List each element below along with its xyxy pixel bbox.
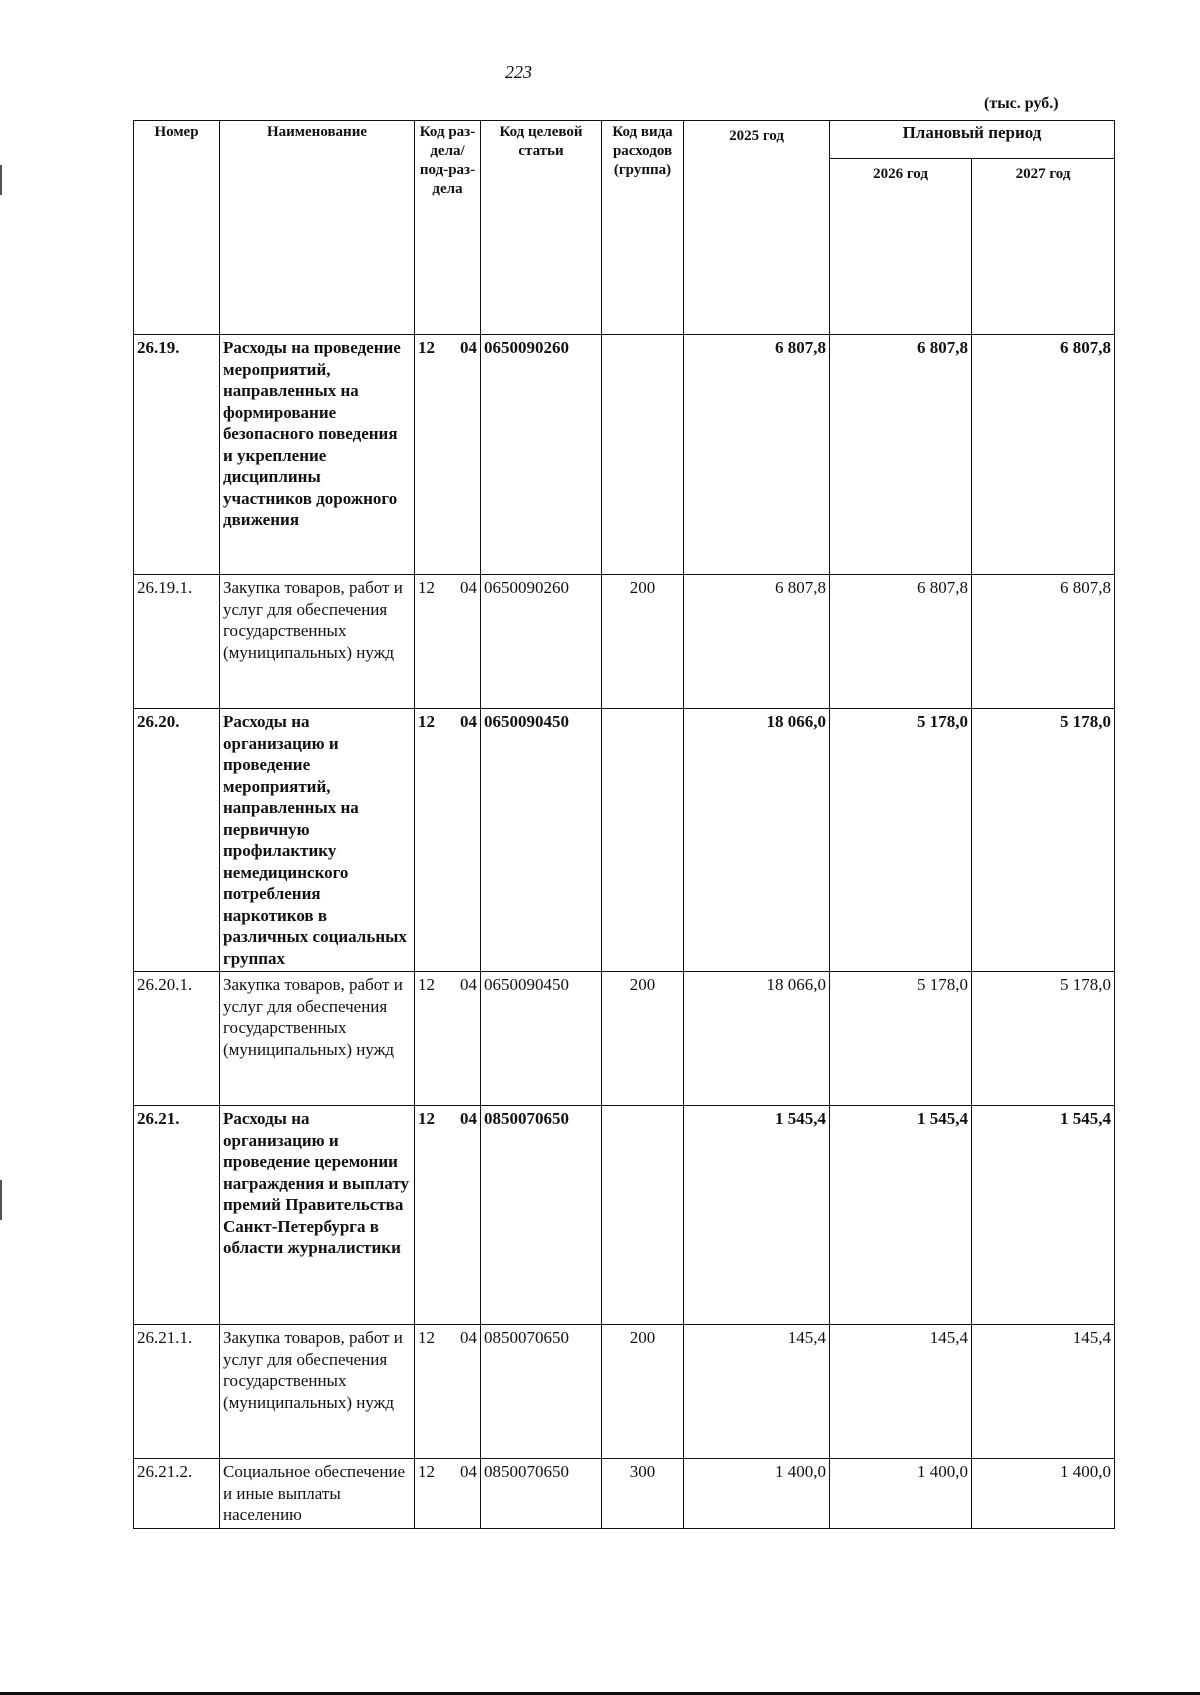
row-number: 26.20.1. [134, 972, 220, 1106]
header-number: Номер [134, 121, 220, 335]
row-value-2026: 5 178,0 [830, 972, 972, 1106]
row-subsection: 04 [460, 975, 477, 994]
row-target-code: 0850070650 [481, 1325, 602, 1459]
row-name: Закупка товаров, работ и услуг для обеспечения государственных (муниципальных) нужд [220, 1325, 415, 1459]
row-value-2025: 145,4 [684, 1325, 830, 1459]
row-expense-type [602, 709, 684, 972]
row-name: Расходы на проведение мероприятий, направленных на формирование безопасного поведения и укрепление дисциплины участников дорожного движения [220, 335, 415, 575]
table-row [134, 972, 1115, 1106]
header-name: Наименование [220, 121, 415, 335]
row-value-2025: 6 807,8 [684, 575, 830, 709]
row-value-2025: 1 545,4 [684, 1106, 830, 1325]
header-year-2027: 2027 год [972, 159, 1115, 335]
row-value-2027: 6 807,8 [972, 335, 1115, 575]
table-row [134, 575, 1115, 709]
table-row [134, 1459, 1115, 1529]
row-value-2027: 1 400,0 [972, 1459, 1115, 1529]
row-section-code [415, 1325, 481, 1459]
row-name: Расходы на организацию и проведение мероприятий, направленных на первичную профилактику немедицинского потребления наркотиков в различных социальных группах [220, 709, 415, 972]
row-section: 12 [418, 1462, 435, 1481]
row-value-2025: 18 066,0 [684, 972, 830, 1106]
header-planned-period: Плановый период [830, 121, 1115, 159]
row-expense-type: 200 [602, 575, 684, 709]
row-subsection: 04 [460, 578, 477, 597]
row-name: Расходы на организацию и проведение церемонии награждения и выплату премий Правительства Санкт-Петербурга в области журналистики [220, 1106, 415, 1325]
row-value-2025: 6 807,8 [684, 335, 830, 575]
row-value-2026: 1 545,4 [830, 1106, 972, 1325]
row-target-code: 0650090450 [481, 709, 602, 972]
row-expense-type [602, 1106, 684, 1325]
scan-mark [0, 165, 2, 195]
row-section-code [415, 1459, 481, 1529]
row-value-2027: 1 545,4 [972, 1106, 1115, 1325]
row-target-code: 0650090260 [481, 575, 602, 709]
row-value-2026: 145,4 [830, 1325, 972, 1459]
row-section-code [415, 335, 481, 575]
table-body [134, 335, 1115, 1529]
row-subsection: 04 [460, 1328, 477, 1347]
row-value-2027: 6 807,8 [972, 575, 1115, 709]
row-subsection: 04 [460, 1109, 477, 1128]
row-subsection: 04 [460, 712, 477, 731]
row-section: 12 [418, 338, 435, 357]
row-number: 26.19.1. [134, 575, 220, 709]
row-expense-type: 200 [602, 1325, 684, 1459]
row-value-2025: 1 400,0 [684, 1459, 830, 1529]
row-section-code [415, 972, 481, 1106]
table-row [134, 1106, 1115, 1325]
row-section: 12 [418, 712, 435, 731]
row-target-code: 0650090260 [481, 335, 602, 575]
header-target: Код целевой статьи [481, 121, 602, 335]
row-section: 12 [418, 1328, 435, 1347]
row-name: Закупка товаров, работ и услуг для обеспечения государственных (муниципальных) нужд [220, 575, 415, 709]
row-section: 12 [418, 578, 435, 597]
row-value-2025: 18 066,0 [684, 709, 830, 972]
table-row [134, 1325, 1115, 1459]
row-expense-type [602, 335, 684, 575]
units-label: (тыс. руб.) [984, 95, 1059, 112]
page-number: 223 [505, 62, 532, 82]
row-target-code: 0850070650 [481, 1106, 602, 1325]
row-number: 26.19. [134, 335, 220, 575]
header-section: Код раз-дела/ под-раз-дела [415, 121, 481, 335]
budget-table [133, 120, 1115, 1529]
row-section-code [415, 709, 481, 972]
row-number: 26.21. [134, 1106, 220, 1325]
row-value-2026: 6 807,8 [830, 335, 972, 575]
row-value-2026: 5 178,0 [830, 709, 972, 972]
row-target-code: 0850070650 [481, 1459, 602, 1529]
row-section-code [415, 1106, 481, 1325]
row-expense-type: 300 [602, 1459, 684, 1529]
row-section: 12 [418, 975, 435, 994]
row-value-2026: 1 400,0 [830, 1459, 972, 1529]
row-number: 26.20. [134, 709, 220, 972]
header-year-2025: 2025 год [684, 121, 830, 335]
row-number: 26.21.2. [134, 1459, 220, 1529]
row-section: 12 [418, 1109, 435, 1128]
row-number: 26.21.1. [134, 1325, 220, 1459]
header-expense-type: Код вида расходов (группа) [602, 121, 684, 335]
table-row [134, 709, 1115, 972]
row-expense-type: 200 [602, 972, 684, 1106]
row-value-2027: 5 178,0 [972, 709, 1115, 972]
scan-mark [0, 1180, 2, 1220]
row-name: Закупка товаров, работ и услуг для обеспечения государственных (муниципальных) нужд [220, 972, 415, 1106]
row-value-2027: 145,4 [972, 1325, 1115, 1459]
header-year-2026: 2026 год [830, 159, 972, 335]
row-target-code: 0650090450 [481, 972, 602, 1106]
row-subsection: 04 [460, 338, 477, 357]
row-value-2027: 5 178,0 [972, 972, 1115, 1106]
row-subsection: 04 [460, 1462, 477, 1481]
row-section-code [415, 575, 481, 709]
row-value-2026: 6 807,8 [830, 575, 972, 709]
row-name: Социальное обеспечение и иные выплаты населению [220, 1459, 415, 1529]
table-row [134, 335, 1115, 575]
